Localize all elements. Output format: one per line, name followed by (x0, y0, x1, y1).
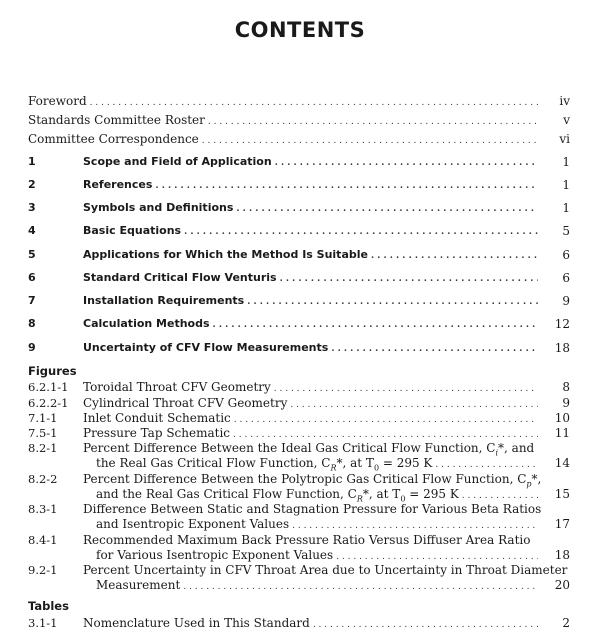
toc-page-number: 6 (562, 271, 570, 285)
figure-title-line2: and the Real Gas Critical Flow Function, $C_R*$, at $T_0 = 295$ K (96, 487, 459, 504)
toc-entry-label: Foreword (28, 94, 87, 108)
toc-section-9[interactable] (28, 339, 570, 357)
figure-number: 7.1-1 (28, 411, 58, 425)
toc-section-4[interactable] (28, 222, 570, 240)
section-title: Symbols and Definitions (83, 201, 234, 214)
dot-leader (184, 222, 538, 241)
section-number: 7 (28, 294, 36, 307)
figure-number: 9.2-1 (28, 563, 58, 577)
section-number: 1 (28, 155, 36, 168)
toc-page-number: 6 (562, 248, 570, 262)
toc-page-number: 9 (562, 396, 570, 410)
figure-title: Pressure Tap Schematic (83, 426, 231, 440)
section-number: 9 (28, 341, 36, 354)
toc-table-3-1-1[interactable] (28, 614, 570, 632)
toc-entry-label: Standards Committee Roster (28, 113, 205, 127)
figure-title-line1: Percent Uncertainty in CFV Throat Area due to Uncertainty in Throat Diameter (83, 563, 568, 577)
toc-page-number: 9 (562, 294, 570, 308)
dot-leader (313, 614, 538, 634)
toc-page-number: 1 (562, 178, 570, 192)
section-number: 8 (28, 317, 36, 330)
section-number: 3 (28, 201, 36, 214)
dot-leader (208, 111, 538, 131)
figure-number: 6.2.2-1 (28, 396, 69, 410)
figure-number: 6.2.1-1 (28, 380, 69, 394)
figures-heading: Figures (28, 364, 77, 378)
dot-leader (213, 315, 538, 334)
figure-number: 7.5-1 (28, 426, 58, 440)
toc-entry-label: Committee Correspondence (28, 132, 199, 146)
section-number: 2 (28, 178, 36, 191)
figure-number: 8.2-2 (28, 472, 58, 486)
figure-title-line1: Recommended Maximum Back Pressure Ratio Versus Diffuser Area Ratio (83, 533, 531, 547)
toc-section-1[interactable] (28, 153, 570, 171)
toc-page-number: vi (559, 132, 570, 146)
figure-title-line1: Percent Difference Between the Polytropic Gas Critical Flow Function, $C_p*$, (83, 472, 542, 489)
toc-section-6[interactable] (28, 269, 570, 287)
figure-title-line1: Difference Between Static and Stagnation Pressure for Various Beta Ratios (83, 502, 542, 516)
toc-page-number: v (563, 113, 570, 127)
table-number: 3.1-1 (28, 616, 58, 630)
toc-page-number: 5 (562, 224, 570, 238)
figure-title: Toroidal Throat CFV Geometry (83, 380, 271, 394)
section-title: Scope and Field of Application (83, 155, 272, 168)
table-title: Nomenclature Used in This Standard (83, 616, 310, 630)
toc-page-number: 17 (554, 517, 570, 531)
toc-page-number: 11 (554, 426, 570, 440)
dot-leader (90, 92, 538, 112)
toc-page-number: iv (559, 94, 570, 108)
section-title: Uncertainty of CFV Flow Measurements (83, 341, 329, 354)
toc-page-number: 8 (562, 380, 570, 394)
toc-page-number: 14 (554, 456, 570, 470)
dot-leader (371, 246, 538, 265)
figure-title-line1: Percent Difference Between the Ideal Gas Critical Flow Function, $C_i*$, and (83, 441, 535, 458)
page-title: CONTENTS (234, 18, 366, 42)
dot-leader (236, 199, 538, 218)
toc-section-8[interactable] (28, 315, 570, 333)
toc-page-number: 12 (554, 317, 570, 331)
tables-heading: Tables (28, 599, 69, 613)
toc-page-number: 2 (562, 616, 570, 630)
dot-leader (247, 292, 538, 311)
toc-page-number: 1 (562, 201, 570, 215)
figure-title-line2: and Isentropic Exponent Values (96, 517, 290, 531)
section-number: 6 (28, 271, 36, 284)
section-title: Installation Requirements (83, 294, 245, 307)
figure-title: Cylindrical Throat CFV Geometry (83, 396, 288, 410)
figure-number: 8.2-1 (28, 441, 58, 455)
toc-section-5[interactable] (28, 246, 570, 264)
toc-entry-foreword[interactable] (28, 92, 570, 110)
figure-title: Inlet Conduit Schematic (83, 411, 231, 425)
figure-title-line2: Measurement (96, 578, 181, 592)
toc-figure-9-2-1-cont[interactable] (28, 576, 570, 594)
toc-page-number: 20 (554, 578, 570, 592)
section-title: Standard Critical Flow Venturis (83, 271, 277, 284)
figure-number: 8.4-1 (28, 533, 58, 547)
section-title: Calculation Methods (83, 317, 210, 330)
section-number: 4 (28, 224, 36, 237)
toc-page-number: 1 (562, 155, 570, 169)
toc-page-number: 18 (554, 341, 570, 355)
toc-page-number: 10 (554, 411, 570, 425)
dot-leader (280, 269, 538, 288)
section-title: Applications for Which the Method Is Suitable (83, 248, 368, 261)
dot-leader (331, 339, 538, 358)
dot-leader (202, 130, 538, 150)
figure-title-line2: for Various Isentropic Exponent Values (96, 548, 334, 562)
figure-number: 8.3-1 (28, 502, 58, 516)
section-number: 5 (28, 248, 36, 261)
section-title: References (83, 178, 153, 191)
toc-section-3[interactable] (28, 199, 570, 217)
toc-page-number: 15 (554, 487, 570, 501)
dot-leader (155, 176, 538, 195)
figure-title-line2: the Real Gas Critical Flow Function, $C_R*$, at $T_0 = 295$ K (96, 456, 433, 473)
toc-section-2[interactable] (28, 176, 570, 194)
toc-section-7[interactable] (28, 292, 570, 310)
dot-leader (275, 153, 538, 172)
toc-entry-correspondence[interactable] (28, 130, 570, 148)
section-title: Basic Equations (83, 224, 182, 237)
toc-page-number: 18 (554, 548, 570, 562)
toc-entry-roster[interactable] (28, 111, 570, 129)
dot-leader (183, 576, 538, 596)
